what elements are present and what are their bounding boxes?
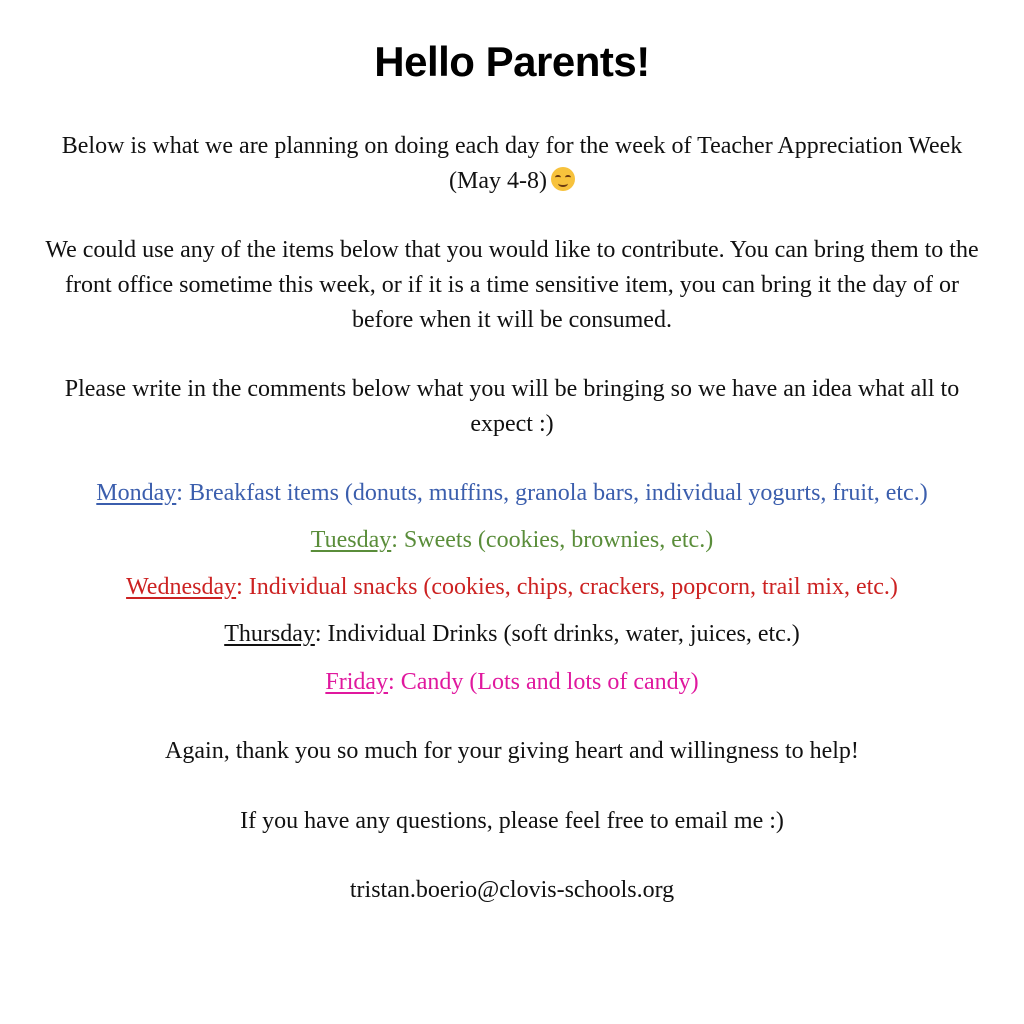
day-monday <box>40 476 984 511</box>
comments-paragraph: Please write in the comments below what you will be bringing so we have an idea what all to expect :) <box>64 376 960 437</box>
day-wednesday <box>40 570 984 605</box>
day-friday <box>40 665 984 700</box>
day-text: : Candy (Lots and lots of candy) <box>388 669 699 695</box>
day-text: : Individual Drinks (soft drinks, water, juices, etc.) <box>314 621 800 647</box>
day-label: Tuesday <box>310 527 392 553</box>
day-label: Thursday <box>224 621 315 647</box>
day-label: Friday <box>325 669 389 695</box>
day-label: Wednesday <box>126 574 237 600</box>
contribute-paragraph: We could use any of the items below that you would like to contribute. You can bring them to the front office sometime this week, or if it is a time sensitive item, you can bring it the day of or before when it will be consumed. <box>45 237 979 333</box>
day-thursday <box>40 617 984 652</box>
day-text: : Individual snacks (cookies, chips, crackers, popcorn, trail mix, etc.) <box>236 574 898 600</box>
day-tuesday <box>40 523 984 558</box>
questions-paragraph: If you have any questions, please feel free to email me :) <box>240 808 784 834</box>
smiling-face-emoji-icon <box>551 167 575 191</box>
page-title: Hello Parents! <box>374 38 650 85</box>
thanks-paragraph: Again, thank you so much for your giving heart and willingness to help! <box>165 738 859 764</box>
day-label: Monday <box>96 480 177 506</box>
intro-text: Below is what we are planning on doing each day for the week of Teacher Appreciation Week (May 4-8) <box>61 133 963 194</box>
intro-paragraph <box>40 129 984 199</box>
day-text: : Sweets (cookies, brownies, etc.) <box>391 527 714 553</box>
day-text: : Breakfast items (donuts, muffins, granola bars, individual yogurts, fruit, etc.) <box>176 480 928 506</box>
email-address: tristan.boerio@clovis-schools.org <box>349 877 675 903</box>
